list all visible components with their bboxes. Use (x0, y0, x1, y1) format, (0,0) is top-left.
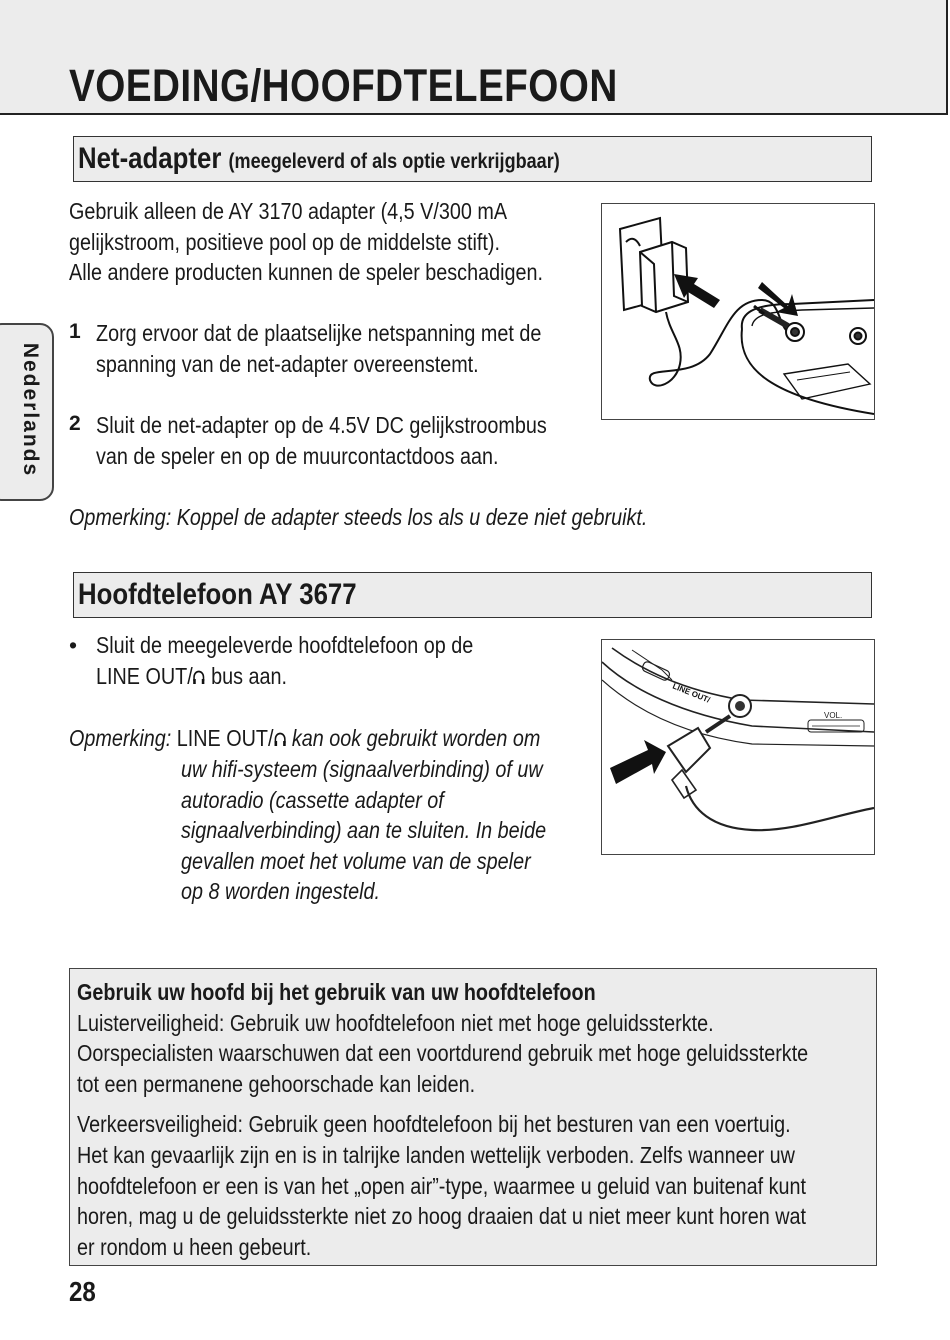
page-title: VOEDING/HOOFDTELEFOON (69, 60, 618, 111)
intro-line: Gebruik alleen de AY 3170 adapter (4,5 V/300 mA (69, 198, 508, 224)
headphones-note-continued (181, 754, 606, 907)
warning-line: Het kan gevaarlijk zijn en is in talrijke landen wettelijk verboden. Zelfs wanneer uw (77, 1141, 795, 1168)
headphones-note (69, 723, 617, 754)
section-heading-headphones (73, 572, 872, 618)
step-text (96, 318, 614, 379)
adapter-intro (69, 196, 620, 288)
note-italic: kan ook gebruikt worden om (286, 725, 541, 751)
heading-net-adapter-sub: (meegeleverd of als optie verkrijgbaar) (228, 150, 560, 173)
note-line: uw hifi-systeem (signaalverbinding) of uw (181, 756, 543, 782)
line-out-label: LINE OUT/ (671, 681, 712, 705)
bullet-line-part: bus aan. (205, 662, 288, 689)
section-heading-net-adapter (73, 136, 872, 182)
bullet-text (96, 630, 535, 691)
vol-label: VOL. (824, 711, 843, 720)
note-line: op 8 worden ingesteld. (181, 878, 381, 905)
headphone-jack-illustration (601, 639, 875, 855)
note-label: Opmerking: (69, 725, 172, 751)
warning-title: Gebruik uw hoofd bij het gebruik van uw hoofdtelefoon (77, 979, 596, 1005)
heading-net-adapter: Net-adapter (78, 142, 222, 175)
note-line: Opmerking: Koppel de adapter steeds los als u deze niet gebruikt. (69, 504, 648, 530)
warning-line: horen, mag u de geluidssterkte niet zo hoog draaien dat u niet meer kunt horen wat (77, 1203, 807, 1230)
note-line: autoradio (cassette adapter of (181, 786, 444, 813)
headphone-icon (273, 731, 286, 747)
intro-line: gelijkstroom, positieve pool op de middelste stift). (69, 228, 500, 255)
headphone-icon (193, 669, 206, 685)
page-number: 28 (69, 1276, 96, 1307)
note-line: signaalverbinding) aan te sluiten. In beide (181, 817, 547, 844)
warning-line: Verkeersveiligheid: Gebruik geen hoofdtelefoon bij het besturen van een voertuig. (77, 1111, 791, 1138)
step-line: spanning van de net-adapter overeenstemt. (96, 350, 479, 377)
warning-line: tot een permanene gehoorschade kan leiden. (77, 1070, 476, 1097)
language-tab-label: Nederlands (19, 342, 42, 478)
step-number: 1 (69, 320, 81, 343)
adapter-note (69, 502, 742, 533)
headphone-jack-drawing (602, 640, 874, 854)
arrow-icon (610, 740, 666, 784)
heading-headphones: Hoofdtelefoon AY 3677 (78, 578, 357, 611)
warning-line: hoofdtelefoon er een is van het „open air”-type, waarmee u geluid van buitenaf kunt (77, 1172, 807, 1199)
bullet-glyph: • (69, 632, 78, 658)
adapter-illustration (601, 203, 875, 420)
warning-line: er rondom u heen gebeurt. (77, 1233, 312, 1260)
step-line: Sluit de net-adapter op de 4.5V DC gelijkstroombus (96, 412, 547, 438)
bullet-line: Sluit de meegeleverde hoofdtelefoon op de (96, 632, 474, 658)
intro-line: Alle andere producten kunnen de speler beschadigen. (69, 259, 543, 286)
warning-line: Luisterveiligheid: Gebruik uw hoofdtelefoon niet met hoge geluidssterkte. (77, 1009, 714, 1036)
note-line: gevallen moet het volume van de speler (181, 847, 531, 874)
safety-warning-box (69, 968, 877, 1266)
bullet-line (96, 661, 473, 692)
step-line: van de speler en op de muurcontactdoos aan. (96, 442, 499, 469)
step-line: Zorg ervoor dat de plaatselijke netspanning met de (96, 320, 542, 346)
bullet-line-part: LINE OUT/ (96, 662, 193, 689)
warning-line: Oorspecialisten waarschuwen dat een voortdurend gebruik met hoge geluidssterkte (77, 1040, 809, 1067)
step-text (96, 410, 620, 471)
note-line (69, 723, 540, 754)
adapter-drawing (602, 204, 874, 419)
note-plain: LINE OUT/ (176, 725, 274, 751)
step-number: 2 (69, 412, 81, 435)
